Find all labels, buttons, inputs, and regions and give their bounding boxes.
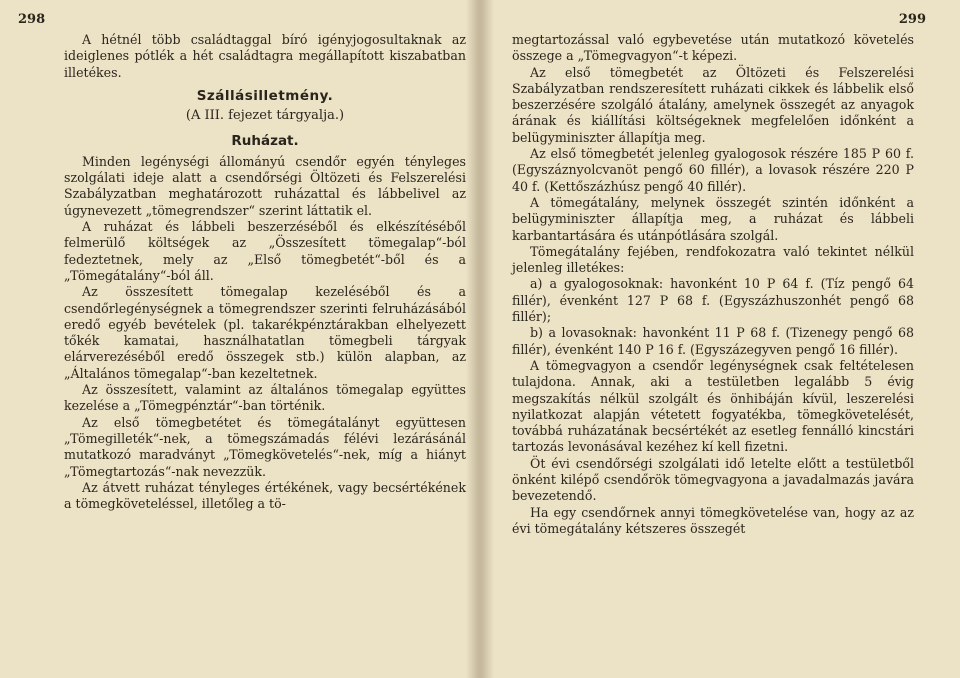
paragraph: Az első tömegbetétet és tömegátalányt együttesen „Tömegilleték“-nek, a tömegszámadás félévi lezárásánál mutatkozó maradványt „Tömegkövetelés“-nek, míg a hiányt „Tömegtartozás“-nak nevezzük. — [64, 414, 466, 479]
paragraph: Az átvett ruházat tényleges értékének, vagy becsértékének a tömegköveteléssel, illetőleg a tö- — [64, 479, 466, 512]
right-page-text — [512, 32, 914, 537]
paragraph: Az első tömegbetét az Öltözeti és Felszerelési Szabályzatban rendszeresített ruházati cikkek és lábbelik első beszerzésére szolgáló átalány, amelynek összegét az anyagok árának és kiállítási költségeknek megfelelően időnként a belügyminiszter állapítja meg. — [512, 64, 914, 145]
right-page — [480, 0, 960, 678]
paragraph: A tömegvagyon a csendőr legénységnek csak feltételesen tulajdona. Annak, aki a testületben legalább 5 évig megszakítás nélkül szolgált és önhibáján kívül, leszerelési nyilatkozat alapján vétetett fogyatékba, tömegkövetelését, továbbá ruházatának becsértékét az esetleg fennálló kincstári tartozás levonásával kezéhez kí kell fizetni. — [512, 357, 914, 455]
paragraph: Minden legénységi állományú csendőr egyén tényleges szolgálati ideje alatt a csendőrségi Öltözeti és Felszerelési Szabályzatban meghatározott ruházattal és lábbelivel az úgynevezett „tömegrendszer“ szerint láttatik el. — [64, 153, 466, 218]
paragraph: Tömegátalány fejében, rendfokozatra való tekintet nélkül jelenleg illetékes: — [512, 243, 914, 276]
paragraph: Az összesített tömegalap kezeléséből és a csendőrlegénységnek a tömegrendszer szerinti felruházásából eredő egyéb bevételek (pl. takarékpénztárakban elhelyezett tőkék kamatai, használhatatlan tömegbeli tárgyak elárverezéséből eredő összegek stb.) külön alapban, az „Általános tömegalap“-ban kezeltetnek. — [64, 284, 466, 381]
page-number: 299 — [898, 12, 926, 27]
left-page-text — [64, 32, 466, 512]
subsection-title: Ruházat. — [231, 132, 299, 149]
paragraph: Az első tömegbetét jelenleg gyalogosok részére 185 P 60 f. (Egyszáznyolcvanöt pengő 60 fillér), a lovasok részére 220 P 40 f. (Kettőszázhúsz pengő 40 fillér). — [512, 146, 914, 194]
paragraph: A tömegátalány, melynek összegét szintén időnként a belügyminiszter állapítja meg, a ruházat és lábbeli karbantartására és utánpótlására szolgál. — [512, 194, 914, 243]
list-item: b) a lovasoknak: havonként 11 P 68 f. (Tizenegy pengő 68 fillér), évenként 140 P 16 f. (Egyszázegyven pengő 16 fillér). — [512, 325, 914, 357]
paragraph: megtartozással való egybevetése után mutatkozó követelés összege a „Tömegvagyon“-t képezi. — [512, 32, 914, 64]
paragraph: A ruházat és lábbeli beszerzéséből és elkészítéséből felmerülő költségek az „Összesített tömegalap“-ból fedeztetnek, mely az „Első tömegbetét“-ből és a „Tömegátalány“-ból áll. — [64, 219, 466, 283]
page-number: 298 — [18, 12, 46, 27]
paragraph: Az összesített, valamint az általános tömegalap együttes kezelése a „Tömegpénztár“-ban történik. — [64, 382, 466, 414]
list-item: a) a gyalogosoknak: havonként 10 P 64 f. (Tíz pengő 64 fillér), évenként 127 P 68 f. (Egyszázhuszonhét pengő 68 fillér); — [512, 276, 914, 325]
section-title: Szállásilletmény. — [196, 87, 334, 104]
intro-paragraph: A hétnél több családtaggal bíró igényjogosultaknak az ideiglenes pótlék a hét családtagra megállapított kiszabatban illetékes. — [64, 32, 466, 80]
paragraph: Öt évi csendőrségi szolgálati idő letelte előtt a testületből önként kilépő csendőrök tömegvagyona a javadalmazás javára bevezetendő. — [512, 455, 914, 504]
section-note: (A III. fejezet tárgyalja.) — [185, 107, 345, 123]
paragraph: Ha egy csendőrnek annyi tömegkövetelése van, hogy az az évi tömegátalány kétszeres összegét — [512, 504, 914, 536]
